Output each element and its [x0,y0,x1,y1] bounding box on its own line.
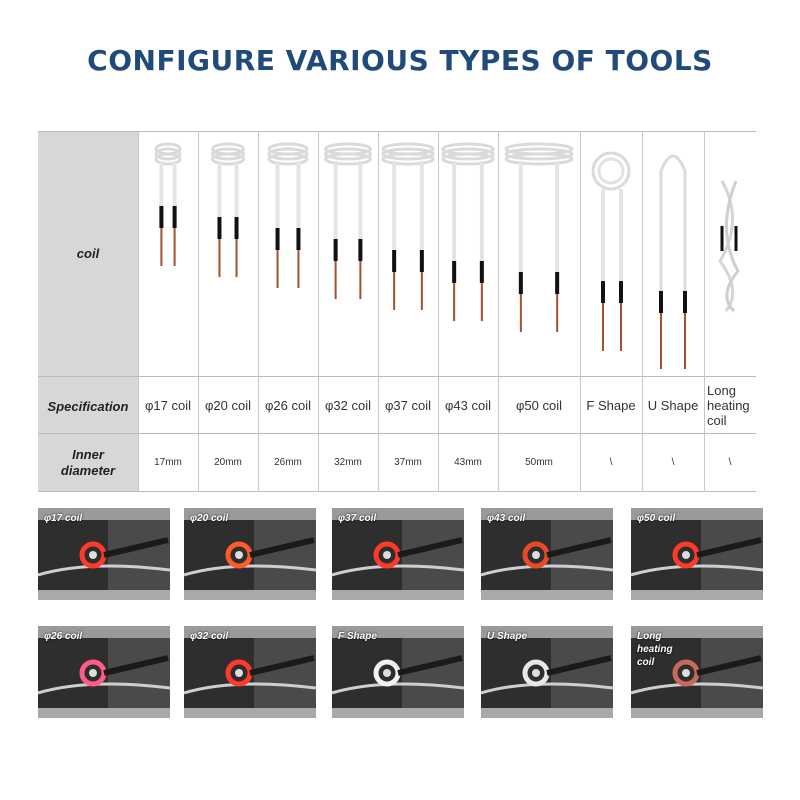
coil-image [198,131,258,376]
photo-scene [184,638,316,708]
photo-scene [481,520,613,590]
inner-diameter-value: 50mm [525,457,553,468]
spec-value: U Shape [647,397,699,413]
photo-scene [332,520,464,590]
divider [38,491,756,492]
photo-band [184,590,316,600]
photo-scene [184,520,316,590]
usage-photo [184,626,316,718]
photo-band [631,590,763,600]
photo-band [184,708,316,718]
usage-photo [38,508,170,600]
photo-caption: φ32 coil [190,631,229,642]
photo-caption: F Shape [338,631,377,642]
photo-band [332,590,464,600]
spec-value: φ17 coil [144,397,191,413]
spec-value: Long heating coil [707,382,750,428]
photo-band [631,708,763,718]
inner-diameter-value: \ [728,457,732,468]
inner-diameter-value: \ [609,457,613,468]
photo-caption: φ43 coil [487,513,526,524]
spec-value: φ32 coil [324,397,371,413]
spec-value: φ37 coil [384,397,431,413]
spec-value: F Shape [586,397,636,413]
photo-caption: φ50 coil [637,513,676,524]
coil-image [318,131,378,376]
usage-photo [184,508,316,600]
coil-image [580,131,642,376]
usage-photo [481,508,613,600]
coil-image [138,131,198,376]
photo-scene [631,520,763,590]
usage-photo [631,508,763,600]
photo-band [38,590,170,600]
spec-table [38,131,756,492]
inner-diameter-value: 20mm [214,457,242,468]
photo-scene [481,638,613,708]
row-label-inner-diameter: Inner diameter [60,447,116,478]
coil-image [378,131,438,376]
inner-diameter-value: 17mm [154,457,182,468]
label-column [38,131,138,492]
photo-band [481,708,613,718]
inner-diameter-value: 37mm [394,457,422,468]
row-label-specification: Specification [47,399,129,414]
coil-image [642,131,704,376]
coil-image [438,131,498,376]
photo-caption: φ20 coil [190,513,229,524]
coil-image [258,131,318,376]
photo-band [38,708,170,718]
photo-caption: Long heating coil [637,631,673,668]
inner-diameter-value: \ [671,457,675,468]
inner-diameter-value: 32mm [334,457,362,468]
row-label-coil: coil [76,246,100,261]
coil-image [704,131,756,376]
usage-photo [332,508,464,600]
usage-photo [38,626,170,718]
photo-caption: φ26 coil [44,631,83,642]
usage-photo [631,626,763,718]
inner-diameter-value: 43mm [454,457,482,468]
photo-band [481,590,613,600]
page-title: CONFIGURE VARIOUS TYPES OF TOOLS [87,44,713,77]
usage-photo [332,626,464,718]
spec-value: φ50 coil [515,397,562,413]
spec-value: φ43 coil [444,397,491,413]
photo-scene [38,638,170,708]
photo-caption: φ17 coil [44,513,83,524]
usage-photo [481,626,613,718]
photo-band [332,708,464,718]
coil-image [498,131,580,376]
photo-scene [38,520,170,590]
photo-caption: U Shape [487,631,528,642]
inner-diameter-value: 26mm [274,457,302,468]
spec-value: φ26 coil [264,397,311,413]
photo-scene [332,638,464,708]
photo-caption: φ37 coil [338,513,377,524]
spec-value: φ20 coil [204,397,251,413]
